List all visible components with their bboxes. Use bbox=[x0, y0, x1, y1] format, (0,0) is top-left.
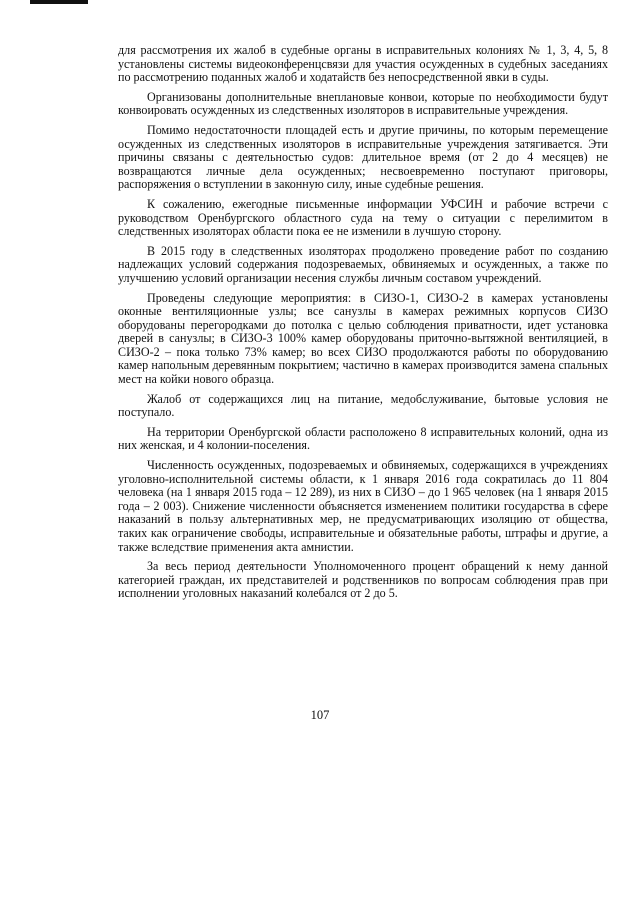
paragraph-7: Жалоб от содержащихся лиц на питание, медобслуживание, бытовые условия не поступало. bbox=[118, 391, 608, 420]
paragraph-6: Проведены следующие мероприятия: в СИЗО-1, СИЗО-2 в камерах установлены оконные вентиляционные узлы; все санузлы в камерах режимных корпусов СИЗО оборудованы перегородками до потолка с целью соблюдения приватности, идет установка дверей в санузлы; в СИЗО-3 100% камер оборудованы приточно-вытяжной вентиляцией, в СИЗО-2 – пока только 73% камер; во всех СИЗО продолжаются работы по оборудованию камер напольным деревянным покрытием; частично в камерах производится замена спальных мест на койки нового образца. bbox=[118, 290, 608, 387]
paragraph-1: для рассмотрения их жалоб в судебные органы в исправительных колониях № 1, 3, 4, 5, 8 установлены системы видеоконференцсвязи для участия осужденных в судебных заседаниях по рассмотрению поданных жалоб и ходатайств без непосредственной явки в суды. bbox=[118, 43, 608, 85]
paragraph-8: На территории Оренбургской области расположено 8 исправительных колоний, одна из них женская, и 4 колонии-поселения. bbox=[118, 424, 608, 453]
document-page bbox=[118, 44, 608, 607]
paragraph-3: Помимо недостаточности площадей есть и другие причины, по которым перемещение осужденных из следственных изоляторов в исправительные учреждения затягивается. Эти причины связаны с деятельностью судов: длительное время (от 2 до 4 месяцев) не возвращаются личные дела осужденных; несвоевременно поступают приговоры, распоряжения о вступлении в законную силу, иные судебные решения. bbox=[118, 122, 608, 192]
paragraph-10: За весь период деятельности Уполномоченного процент обращений к нему данной категорией граждан, их представителей и родственников по вопросам соблюдения прав при исполнении уголовных наказаний колебался от 2 до 5. bbox=[118, 559, 608, 601]
paragraph-4: К сожалению, ежегодные письменные информации УФСИН и рабочие встречи с руководством Оренбургского областного суда на тему о ситуации с перелимитом в следственных изоляторах области пока ее не изменили в лучшую сторону. bbox=[118, 196, 608, 239]
scan-artifact-bar bbox=[30, 0, 88, 4]
paragraph-2: Организованы дополнительные внеплановые конвои, которые по необходимости будут конвоировать осужденных из следственных изоляторов в исправительные учреждения. bbox=[118, 89, 608, 118]
paragraph-5: В 2015 году в следственных изоляторах продолжено проведение работ по созданию надлежащих условий содержания подозреваемых, обвиняемых и осужденных, а также по улучшению условий организации несения службы личным составом учреждений. bbox=[118, 243, 608, 285]
paragraph-9: Численность осужденных, подозреваемых и обвиняемых, содержащихся в учреждениях уголовно-исполнительной системы области, к 1 января 2016 года сократилась до 11 804 человека (на 1 января 2015 года – 12 289), из них в СИЗО – до 1 965 человек (на 1 января 2015 года – 2 003). Снижение численности объясняется изменением политики государства в сфере наказаний в пользу альтернативных мер, не предусматривающих изоляцию от общества, таких как ограничение свободы, исправительные и обязательные работы, штрафы и другие, а также вследствие применения акта амнистии. bbox=[118, 458, 608, 554]
page-number: 107 bbox=[310, 708, 330, 722]
